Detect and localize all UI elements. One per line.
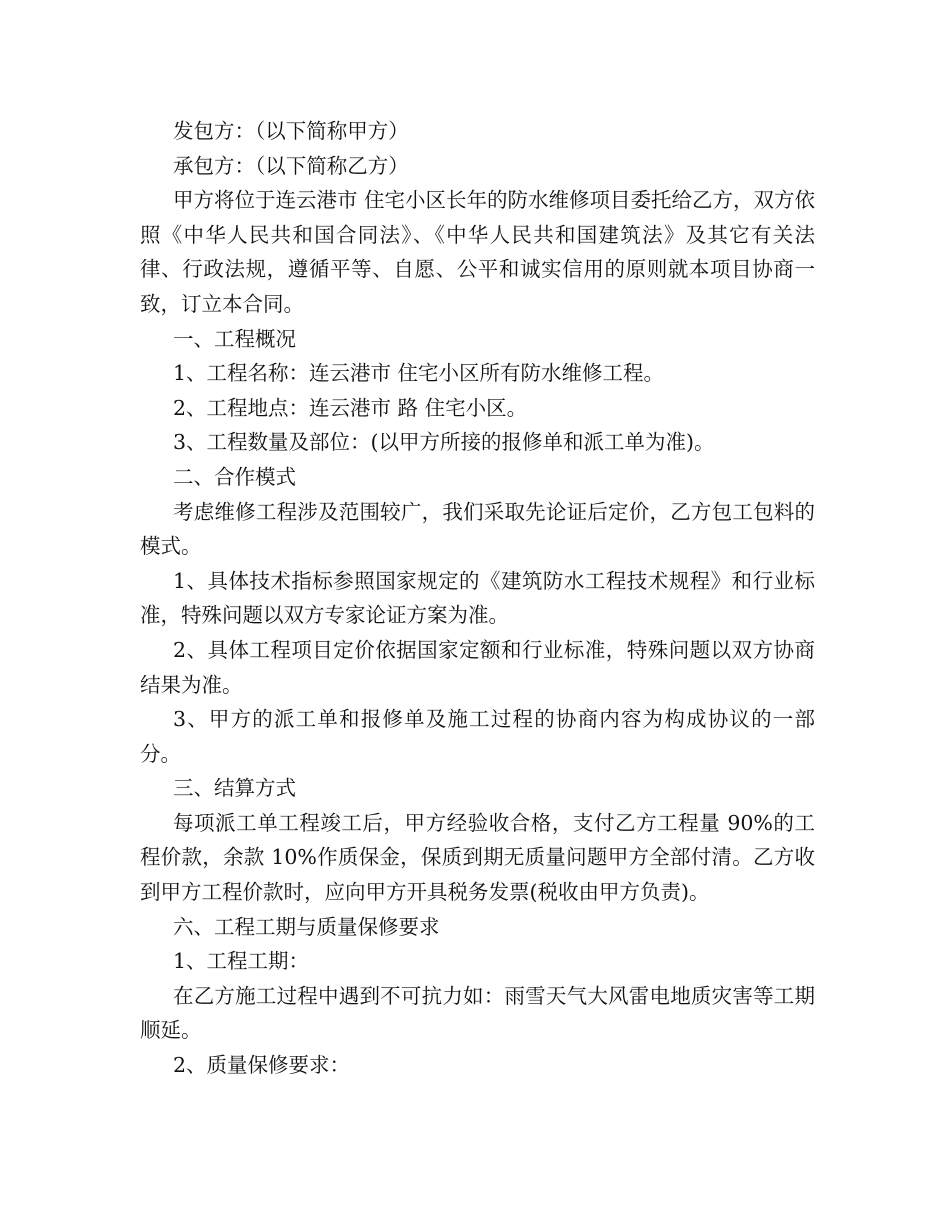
cooperation-mode-paragraph: 考虑维修工程涉及范围较广，我们采取先论证后定价，乙方包工包料的模式。 <box>140 499 815 559</box>
section-heading-project-overview: 一、工程概况 <box>173 326 296 351</box>
schedule-item: 1、工程工期： <box>173 949 310 974</box>
party-a-line: 发包方：（以下简称甲方） <box>173 119 409 143</box>
work-order-item: 3、甲方的派工单和报修单及施工过程的协商内容为构成协议的一部分。 <box>140 707 815 766</box>
section-heading-schedule-quality: 六、工程工期与质量保修要求 <box>173 914 440 939</box>
intro-paragraph: 甲方将位于连云港市 住宅小区长年的防水维修项目委托给乙方，双方依照《中华人民共和国合同法》、《中华人民共和国建筑法》及其它有关法律、行政法规，遵循平等、自愿、公平和诚实信用的原则就本项目协商一致，订立本合同。 <box>140 188 816 316</box>
pricing-item: 2、具体工程项目定价依据国家定额和行业标准，特殊问题以双方协商结果为准。 <box>140 637 815 697</box>
force-majeure-paragraph: 在乙方施工过程中遇到不可抗力如：雨雪天气大风雷电地质灾害等工期顺延。 <box>140 983 815 1043</box>
document-body <box>140 114 815 1083</box>
party-b-line: 承包方：（以下简称乙方） <box>173 153 409 178</box>
section-heading-settlement: 三、结算方式 <box>173 776 296 801</box>
settlement-paragraph: 每项派工单工程竣工后，甲方经验收合格，支付乙方工程量 90%的工程价款，余款 10%作质保金，保质到期无质量问题甲方全部付清。乙方收到甲方工程价款时，应向甲方开具税务发票(税收由甲方负责)。 <box>140 810 815 905</box>
technical-standard-item: 1、具体技术指标参照国家规定的《建筑防水工程技术规程》和行业标准，特殊问题以双方专家论证方案为准。 <box>140 568 815 628</box>
project-quantity-item: 3、工程数量及部位：(以甲方所接的报修单和派工单为准)。 <box>173 430 715 455</box>
section-heading-cooperation-mode: 二、合作模式 <box>173 464 296 489</box>
project-location-item: 2、工程地点：连云港市 路 住宅小区。 <box>173 395 528 420</box>
quality-warranty-item: 2、质量保修要求： <box>173 1053 351 1078</box>
project-name-item: 1、工程名称：连云港市 住宅小区所有防水维修工程。 <box>173 361 665 386</box>
